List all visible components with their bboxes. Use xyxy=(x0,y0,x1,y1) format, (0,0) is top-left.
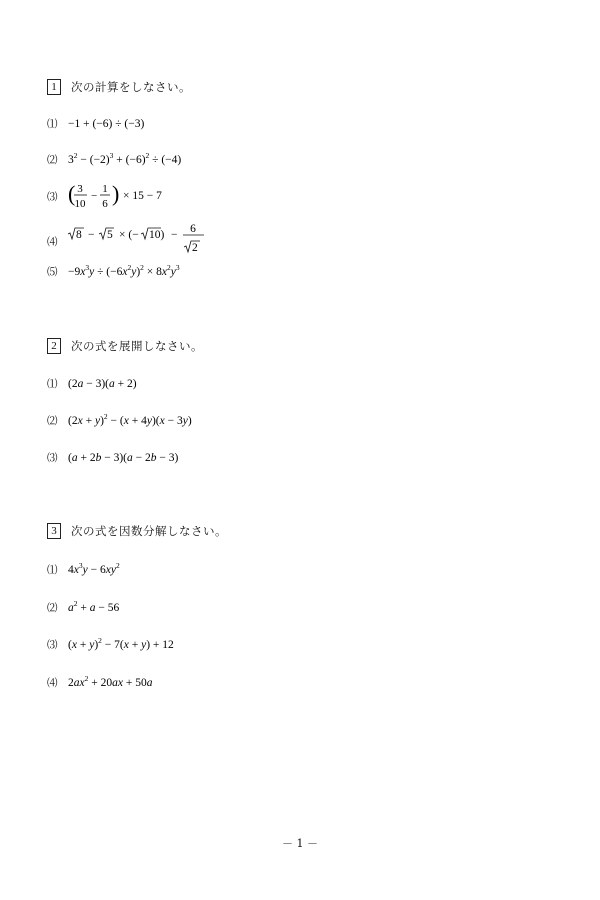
svg-text:10: 10 xyxy=(74,198,86,210)
problem-label: ⑶ xyxy=(47,451,58,464)
problem-1-2 xyxy=(47,150,248,168)
svg-text:4x3y − 6xy2: $4x^3y - 6xy^2$ xyxy=(68,561,120,576)
problem-expression xyxy=(68,411,238,429)
section-number-box: 2 xyxy=(47,338,61,354)
svg-text:a2 + a − 56: $a^2 + a - 56$ xyxy=(68,599,120,614)
svg-text:−: − xyxy=(88,229,95,241)
problem-expression xyxy=(68,262,248,280)
problem-1-5 xyxy=(47,262,248,280)
svg-text:2: 2 xyxy=(192,242,198,254)
svg-text:−: − xyxy=(91,190,98,202)
problem-label: ⑵ xyxy=(47,414,58,427)
problem-label: ⑷ xyxy=(47,676,58,689)
svg-text:× (−: × (− xyxy=(119,229,139,241)
section-number-box: 3 xyxy=(47,523,61,539)
svg-text:): ) xyxy=(112,181,120,206)
problem-2-1 xyxy=(47,375,188,391)
svg-text:−: − xyxy=(171,229,178,241)
problem-expression xyxy=(68,598,168,616)
problem-2-2 xyxy=(47,411,238,429)
svg-text:(2x + y)2 − (x + 4y)(x − 3y): $(2x + y)^2 - (x + 4y)(x - 3y)$ xyxy=(68,412,192,427)
problem-label: ⑴ xyxy=(47,377,58,390)
problem-expression xyxy=(68,225,228,257)
svg-text:3: 3 xyxy=(77,183,83,195)
problem-expression xyxy=(68,449,228,465)
problem-label: ⑴ xyxy=(47,563,58,576)
problem-3-3 xyxy=(47,635,218,653)
svg-text:(2a − 3)(a + 2): (2a − 3)(a + 2) xyxy=(68,378,137,390)
section-2-header xyxy=(47,338,203,354)
svg-text:(: ( xyxy=(68,181,76,206)
svg-text:6: 6 xyxy=(190,223,196,235)
problem-label: ⑴ xyxy=(47,117,58,130)
svg-text:(x + y)2 − 7(x + y) + 12: $(x + y)^2 - 7(x + y) + 12$ xyxy=(68,636,174,651)
section-1-header xyxy=(47,79,191,95)
problem-3-4 xyxy=(47,673,198,691)
problem-expression xyxy=(68,181,208,211)
problem-label: ⑸ xyxy=(47,265,58,278)
section-instruction: 次の式を因数分解しなさい。 xyxy=(71,524,227,538)
problem-label: ⑷ xyxy=(47,235,58,248)
problem-1-3 xyxy=(47,181,208,211)
problem-label: ⑵ xyxy=(47,153,58,166)
section-number-box: 1 xyxy=(47,79,61,95)
svg-text:8: 8 xyxy=(76,229,82,241)
problem-2-3 xyxy=(47,449,228,465)
svg-text:10): 10) xyxy=(149,229,165,241)
problem-expression xyxy=(68,115,228,131)
problem-expression xyxy=(68,635,218,653)
svg-text:1: 1 xyxy=(102,183,108,195)
svg-text:2ax2 + 20ax + 50a: $2ax^2 + 20ax + 50a$ xyxy=(68,674,153,689)
problem-label: ⑶ xyxy=(47,638,58,651)
svg-text:5: 5 xyxy=(107,229,113,241)
page-number: － 1 － xyxy=(282,837,318,850)
problem-expression xyxy=(68,375,188,391)
problem-expression xyxy=(68,560,178,578)
svg-text:−9x3y ÷ (−6x2y)2 × 8x2y3: $-9x^3y \div (-6x^2y)^2 \times 8x^2y^3$ xyxy=(68,263,180,278)
problem-1-4 xyxy=(47,225,228,257)
section-instruction: 次の式を展開しなさい。 xyxy=(71,339,203,353)
problem-label: ⑵ xyxy=(47,601,58,614)
section-3-header xyxy=(47,523,227,539)
svg-text:6: 6 xyxy=(102,198,108,210)
problem-expression xyxy=(68,673,198,691)
svg-text:(a + 2b − 3)(a − 2b − 3): (a + 2b − 3)(a − 2b − 3) xyxy=(68,452,179,464)
problem-1-1 xyxy=(47,115,228,131)
svg-text:× 15 − 7: × 15 − 7 xyxy=(123,190,162,202)
section-instruction: 次の計算をしなさい。 xyxy=(71,80,191,94)
problem-label: ⑶ xyxy=(47,190,58,203)
svg-text:32 − (−2)3 + (−6)2 ÷ (−4): $3^2 - (-2)^3 + (-6)^2 \div (-4)$ xyxy=(68,151,182,166)
problem-3-1 xyxy=(47,560,178,578)
problem-3-2 xyxy=(47,598,168,616)
problem-expression xyxy=(68,150,248,168)
svg-text:−1 + (−6) ÷ (−3): −1 + (−6) ÷ (−3) xyxy=(68,118,145,130)
